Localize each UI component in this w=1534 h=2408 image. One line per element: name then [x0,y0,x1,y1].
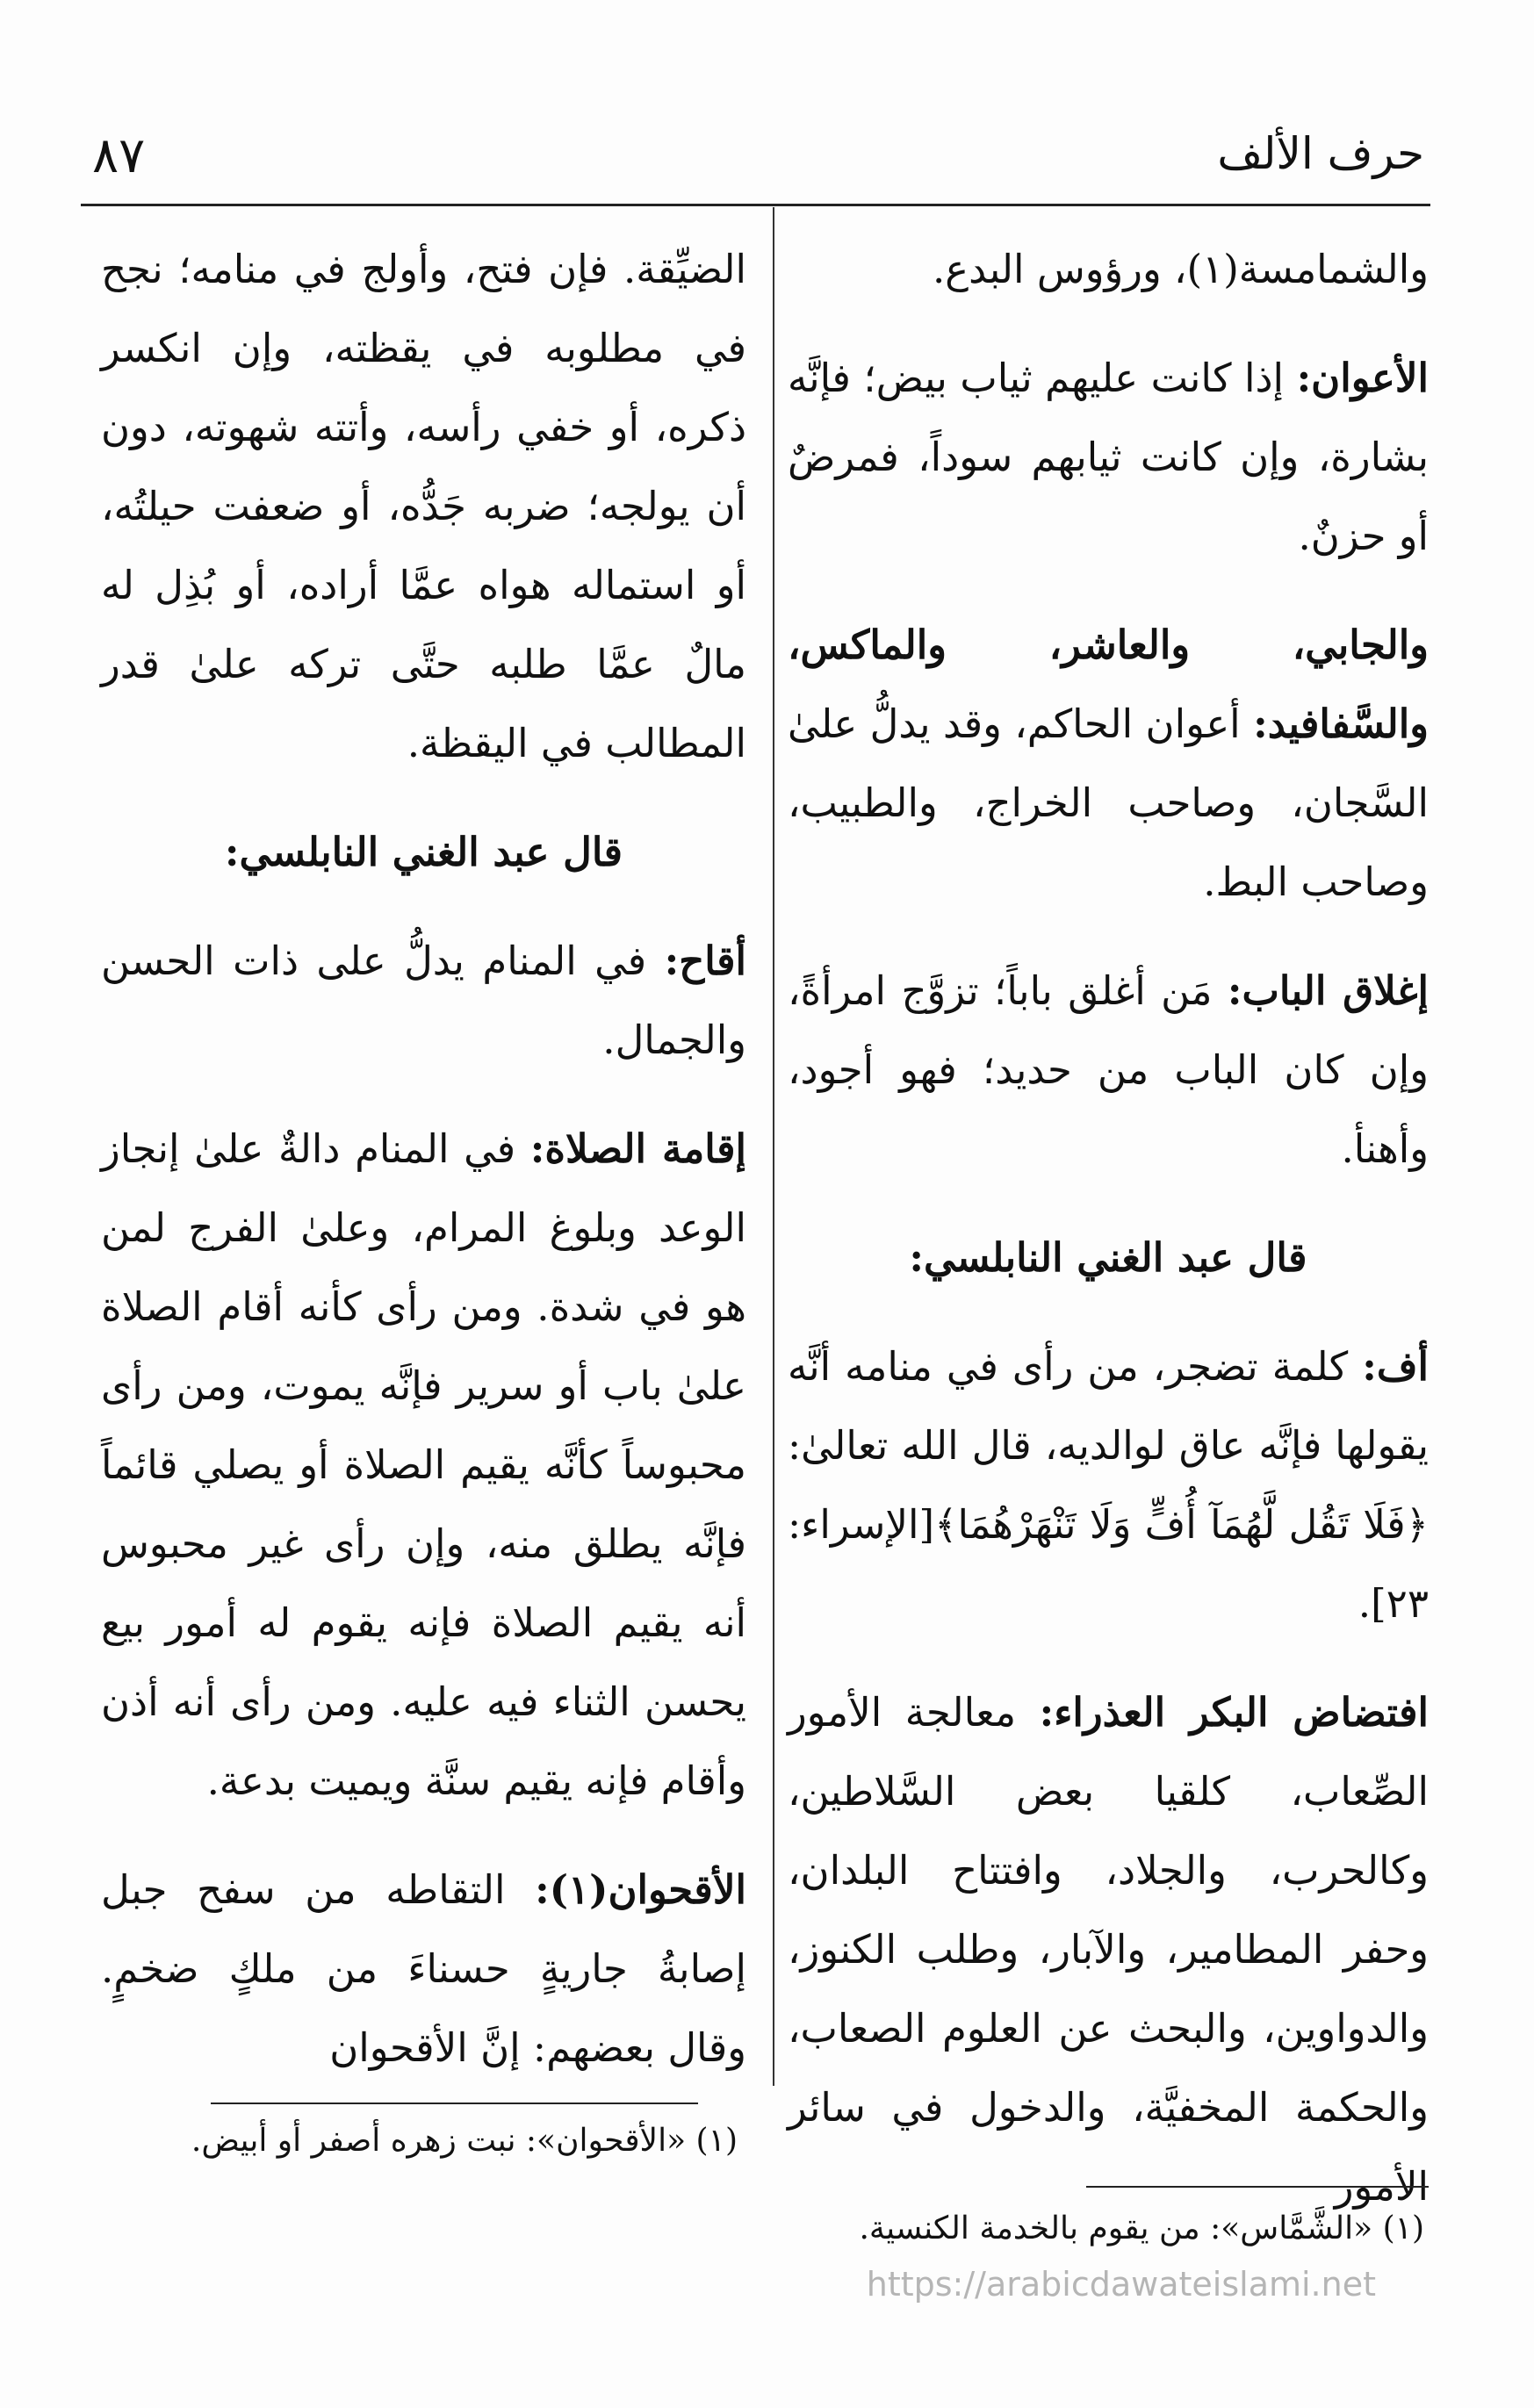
footnote-divider-left [211,2103,698,2104]
entry-text: في المنام يدلُّ على ذات الحسن والجمال. [101,938,746,1063]
footnote-left: (١) «الأقحوان»: نبت زهره أصفر أو أبيض. [191,2123,738,2159]
section-subheading: قال عبد الغني النابلسي: [909,1234,1307,1281]
entry-keyword: إغلاق الباب: [1227,967,1429,1014]
dictionary-entry [788,1327,1429,1643]
entry-keyword: والجابي، والعاشر، والماكس، والسَّفافيد: [788,622,1429,747]
entry-keyword: افتضاض البكر العذراء: [1039,1689,1429,1736]
footnote-right: (١) «الشَّمَّاس»: من يقوم بالخدمة الكنسية. [859,2210,1424,2246]
entry-text: إذا كانت عليهم ثياب بيض؛ فإنَّه بشارة، وإن كانت ثيابهم سوداً، فمرضٌ أو حزنٌ. [788,355,1429,559]
entry-text: مَن أغلق باباً؛ تزوَّج امرأةً، وإن كان الباب من حديد؛ فهو أجود، وأهنأ. [788,967,1429,1172]
dictionary-entry [788,230,1429,309]
entry-text: الضيِّقة. فإن فتح، وأولج في منامه؛ نجح في مطلوبه في يقظته، وإن انكسر ذكره، أو خفي رأسه، وأتته شهوته، دون أن يولجه؛ ضربه جَدُّه، أو ضعفت حيلتُه، أو استماله هواه عمَّا أراده، أو بُذِل له مالٌ عمَّا طلبه حتَّى تركه علىٰ قدر المطالب في اليقظة. [101,246,746,766]
chapter-title: حرف الألف [1217,128,1424,179]
entry-keyword: أقاح: [664,938,746,984]
entry-text: معالجة الأمور الصِّعاب، كلقيا بعض السَّلاطين، وكالحرب، والجلاد، وافتتاح البلدان، وحفر المطامير، والآبار، وطلب الكنوز، والدواوين، والبحث عن العلوم الصعاب، والحكمة المخفيَّة، والدخول في سائر الأمور [788,1689,1429,2210]
dictionary-entry [788,339,1429,576]
entry-keyword: الأقحوان(١): [535,1866,746,1913]
dictionary-entry [101,1851,746,2088]
footnote-divider-right [1086,2186,1429,2188]
entry-keyword: إقامة الصلاة: [529,1125,746,1172]
dictionary-entry [101,922,746,1080]
entry-text: أعوان الحاكم، وقد يدلُّ علىٰ السَّجان، وصاحب الخراج، والطبيب، وصاحب البط. [788,701,1429,905]
watermark: https://arabicdawateislami.net [866,2265,1376,2304]
header-divider [81,204,1430,206]
entry-text: في المنام دالةٌ علىٰ إنجاز الوعد وبلوغ المرام، وعلىٰ الفرج لمن هو في شدة. ومن رأى كأنه أقام الصلاة علىٰ باب أو سرير فإنَّه يموت، ومن رأى محبوساً كأنَّه يقيم الصلاة أو يصلي قائماً فإنَّه يطلق منه، وإن رأى غير محبوس أنه يقيم الصلاة فإنه يقوم له أمور بيع يحسن الثناء فيه عليه. ومن رأى أنه أذن وأقام فإنه يقيم سنَّة ويميت بدعة. [101,1125,746,1804]
entry-text: كلمة تضجر، من رأى في منامه أنَّه يقولها فإنَّه عاق لوالديه، قال الله تعالىٰ: ﴿فَلَا تَقُل لَّهُمَآ أُفٍّ وَلَا تَنْهَرْهُمَا﴾[الإسراء: ٢٣]. [788,1343,1429,1627]
entry-keyword: أف: [1362,1343,1429,1390]
dictionary-entry [788,952,1429,1189]
page-number: ٨٧ [92,127,146,184]
section-subheading: قال عبد الغني النابلسي: [224,829,623,875]
entry-text: والشمامسة(١)، ورؤوس البدع. [932,246,1429,292]
right-column [788,230,1429,2256]
dictionary-entry [788,606,1429,922]
column-divider [773,207,774,2086]
dictionary-entry [101,230,746,783]
entry-text: التقاطه من سفح جبل إصابةُ جاريةٍ حسناءَ من ملكٍ ضخمٍ. وقال بعضهم: إنَّ الأقحوان [101,1866,746,2071]
entry-keyword: الأعوان: [1296,355,1429,401]
left-column [101,230,746,2117]
dictionary-entry [101,1110,746,1821]
dictionary-entry [788,1673,1429,2226]
